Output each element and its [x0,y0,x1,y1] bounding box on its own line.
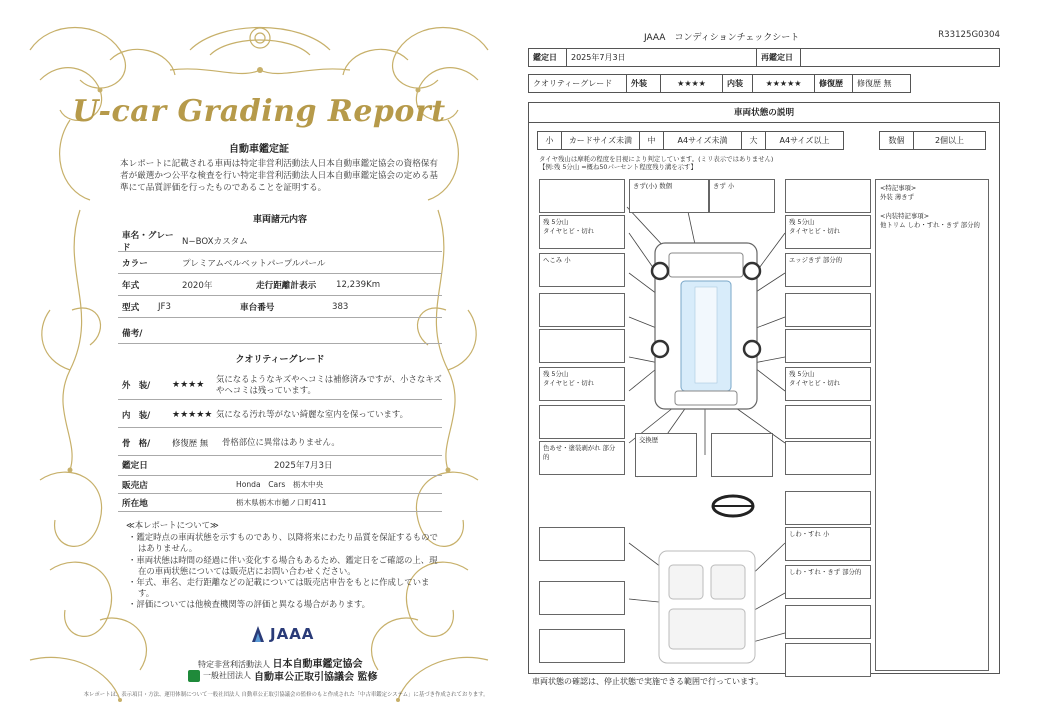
note-item: ・車両状態は時間の経過に伴い変化する場合もあるため、鑑定日をご確認の上、現在の車両状態については販売店にお問い合わせください。 [128,554,438,576]
row-shop [118,476,442,494]
callout-box [785,441,871,475]
color-label: カラー [122,258,148,269]
bottom-note: 車両状態の確認は、停止状態で実施できる範囲で行っています。 [532,677,764,686]
qty-legend [879,131,986,150]
row-address [118,494,442,512]
callout-box [785,491,871,525]
interior-desc: 気になる汚れ等がない綺麗な室内を保っています。 [216,409,408,419]
callout-box [785,293,871,327]
callout-box [539,527,625,561]
legend-small: 小 [538,132,562,150]
frame-status: 修復歴 無 [172,437,209,448]
exterior-stars: ★★★★ [172,379,205,390]
callout-box [539,629,625,663]
org2-prefix: 一般社団法人 [203,671,251,680]
notes-title: ≪本レポートについて≫ [126,520,219,530]
fair-trade-badge-icon [188,670,200,682]
sheet-int-label: 内装 [723,75,753,93]
remarks-title-1: <特記事項> [880,184,917,192]
row-model [118,296,442,318]
callout-interior-a: しわ・すれ 小 [785,527,871,561]
sheet-title: JAAA コンディションチェックシート [644,33,800,43]
legend-qty: 数個 [880,132,914,150]
sheet-repair-label: 修復歴 [815,75,853,93]
callout-box [539,329,625,363]
shop-label: 販売店 [122,480,148,491]
callout-rear-center: 交換歴 [635,433,697,477]
exterior-desc: 気になるようなキズやヘコミは補修済みですが、小さなキズやヘコミは残っています。 [216,373,442,395]
address-value: 栃木県栃木市樋ノ口町411 [236,498,327,507]
callout-interior-b: しわ・すれ・きず 部分的 [785,565,871,599]
logo-text: JAAA [270,625,315,643]
callout-tire-fl: 残 5分山 タイヤヒビ・切れ [539,215,625,249]
legend-small-desc: カードサイズ未満 [562,132,640,150]
condition-heading: 車両状態の説明 [529,103,999,123]
chassis-value: 383 [332,301,349,312]
tire-note-line-1: タイヤ残山は摩耗の程度を目視により判定しています。(ミリ表示ではありません) [539,155,774,163]
callout-box [539,293,625,327]
model-label: 型式 [122,302,140,313]
org1-name: 日本自動車鑑定協会 [272,659,363,670]
sheet-ext-label: 外装 [627,75,661,93]
report-notes [126,520,442,611]
redate-value [801,49,1000,67]
callout-roof-rear: きず 小 [709,179,775,213]
callout-tire-rl: 残 5分山 タイヤヒビ・切れ [539,367,625,401]
interior-label: 内 装/ [122,409,151,420]
sheet-date-label: 鑑定日 [529,49,567,67]
callout-tire-fr: 残 5分山 タイヤヒビ・切れ [785,215,871,249]
address-label: 所在地 [122,498,148,509]
row-date [118,454,442,476]
callout-box [785,643,871,677]
grade-exterior [118,370,442,400]
legend-medium: 中 [640,132,664,150]
remarks-title-2: <内装特記事項> [880,212,930,220]
callout-bumper-rear: 色あせ・塗装剥がれ 部分的 [539,441,625,475]
mileage-label: 走行距離計表示 [256,280,317,291]
legend-large-desc: A4サイズ以上 [766,132,844,150]
row-remarks [118,322,442,344]
callout-box [539,179,625,213]
jaaa-logo-icon [250,624,266,644]
report-title: U-car Grading Report [72,94,446,129]
callout-left-front: へこみ 小 [539,253,625,287]
chassis-label: 車台番号 [240,302,275,313]
year-value: 2020年 [182,280,213,291]
model-value: JF3 [158,301,171,312]
remarks-label: 備考/ [122,328,143,339]
row-color [118,252,442,274]
note-item: ・鑑定時点の車両状態を示すものであり、以降将来にわたり品質を保証するものではありません。 [128,532,438,554]
remarks-value-2: 他トリム しわ・すれ・きず 部分的 [880,221,980,229]
callout-box [785,405,871,439]
redate-label: 再鑑定日 [757,49,801,67]
date-label: 鑑定日 [122,460,148,471]
callout-box [785,605,871,639]
specs-heading: 車両諸元内容 [252,215,307,225]
note-item: ・評価については他検査機関等の評価と異なる場合があります。 [128,599,371,610]
remarks-value-1: 外装 薄きず [880,193,914,201]
row-year [118,274,442,296]
remarks-panel [875,179,989,671]
callout-box [539,405,625,439]
legend-large: 大 [742,132,766,150]
sheet-ext-stars: ★★★★ [661,75,723,93]
callout-right-front: エッジきず 部分的 [785,253,871,287]
grade-frame [118,430,442,456]
shop-value: Honda Cars 栃木中央 [236,480,324,489]
frame-desc: 骨格部位に異常はありません。 [222,437,340,447]
jaaa-logo [250,624,314,644]
year-label: 年式 [122,280,140,291]
sheet-date-value: 2025年7月3日 [567,49,757,67]
callout-roof-front: きず(小) 数個 [629,179,709,213]
callout-tire-rr: 残 5分山 タイヤヒビ・切れ [785,367,871,401]
org-fair-trade [188,668,377,683]
mileage-value: 12,239Km [336,279,381,290]
legend-qty-desc: 2個以上 [914,132,986,150]
row-name [118,230,442,252]
callout-box [785,179,871,213]
org2-name: 自動車公正取引協議会 監修 [254,672,378,683]
report-subtitle: 自動車鑑定証 [229,144,289,155]
grade-table [528,74,911,93]
quality-heading: クオリティーグレード [235,355,325,365]
date-value: 2025年7月3日 [274,460,333,471]
color-value: プレミアムベルベットパープルパール [182,258,326,269]
callout-box [711,433,773,477]
grading-certificate [10,10,508,710]
footnote: 本レポートは、表示項目・方法、運用体制について一般社団法人 自動車公正取引協議会の監修のもと作成された「中古車鑑定システム」に基づき作成されております。 [83,692,489,698]
exterior-label: 外 装/ [122,379,151,390]
sheet-id: R33125G0304 [938,30,1000,40]
sheet-int-stars: ★★★★★ [753,75,815,93]
org1-prefix: 特定非営利活動法人 [198,660,270,669]
callout-box [785,329,871,363]
intro-text: 本レポートに記載される車両は特定非営利活動法人日本自動車鑑定協会の資格保有者が厳選かつ公平な検査を行い特定非営利活動法人日本自動車鑑定協会の定める基準にて品質評価を行ったものであることを証明する。 [120,159,438,193]
date-table [528,48,1000,67]
callout-box [539,581,625,615]
interior-stars: ★★★★★ [172,409,213,420]
tire-note-line-2: 【例:残 5分山 =概ね50パーセント程度残り溝を示す】 [539,163,697,171]
condition-box [528,102,1000,674]
legend-medium-desc: A4サイズ未満 [664,132,742,150]
frame-label: 骨 格/ [122,437,151,448]
name-label: 車名・グレード [122,230,174,253]
name-value: N−BOXカスタム [182,236,248,247]
note-item: ・年式、車名、走行距離などの記載については販売店申告をもとに作成しています。 [128,577,430,599]
condition-check-sheet [528,26,1000,686]
sheet-repair-value: 修復歴 無 [853,75,911,93]
sheet-grade-label: クオリティーグレード [529,75,627,93]
grade-interior [118,402,442,428]
